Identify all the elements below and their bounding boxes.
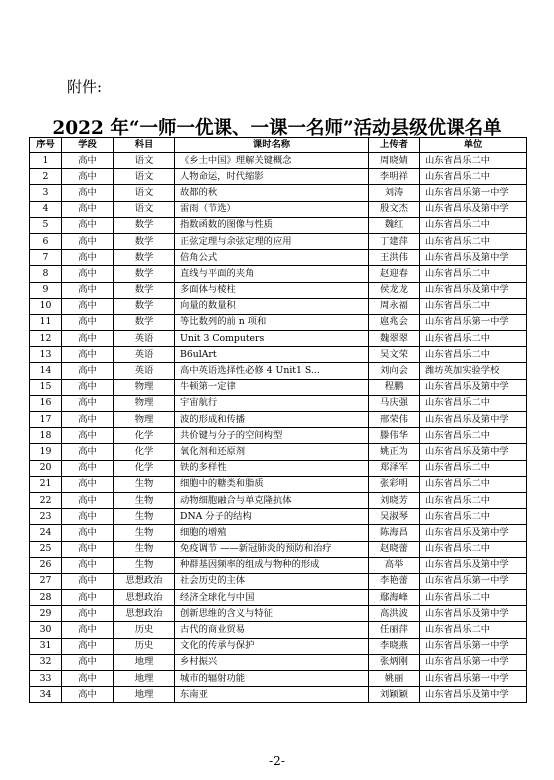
row-index: 2: [30, 169, 62, 185]
row-uploader: 邢荣伟: [369, 412, 420, 428]
row-unit: 潍坊英加实验学校: [420, 363, 527, 379]
document-title: 2022 年“一师一优课、一课一名师”活动县级优课名单: [52, 118, 502, 139]
row-lesson-name: 《乡土中国》理解关键概念: [175, 153, 369, 169]
row-stage: 高中: [62, 250, 114, 266]
row-index: 10: [30, 298, 62, 314]
row-index: 11: [30, 314, 62, 330]
row-stage: 高中: [62, 428, 114, 444]
row-lesson-name: 东南亚: [175, 687, 369, 703]
table-row: [30, 687, 527, 703]
row-subject: 地理: [114, 687, 175, 703]
row-stage: 高中: [62, 654, 114, 670]
row-index: 12: [30, 331, 62, 347]
row-index: 29: [30, 606, 62, 622]
row-uploader: 郑泽军: [369, 460, 420, 476]
row-subject: 语文: [114, 185, 175, 201]
row-subject: 生物: [114, 492, 175, 508]
row-index: 26: [30, 557, 62, 573]
row-stage: 高中: [62, 201, 114, 217]
row-uploader: 陈海昌: [369, 525, 420, 541]
row-lesson-name: 倍角公式: [175, 250, 369, 266]
row-lesson-name: 等比数列的前 n 项和: [175, 314, 369, 330]
row-index: 14: [30, 363, 62, 379]
row-subject: 生物: [114, 525, 175, 541]
table-row: [30, 444, 527, 460]
row-uploader: 高洪波: [369, 606, 420, 622]
row-uploader: 周永福: [369, 298, 420, 314]
table-row: [30, 347, 527, 363]
row-uploader: 周晓婧: [369, 153, 420, 169]
row-unit: 山东省昌乐二中: [420, 233, 527, 249]
row-lesson-name: DNA 分子的结构: [175, 509, 369, 525]
row-subject: 语文: [114, 169, 175, 185]
row-unit: 山东省昌乐及第中学: [420, 201, 527, 217]
row-subject: 地理: [114, 671, 175, 687]
row-subject: 物理: [114, 379, 175, 395]
row-uploader: 鄢海峰: [369, 590, 420, 606]
row-unit: 山东省昌乐二中: [420, 153, 527, 169]
row-unit: 山东省昌乐二中: [420, 541, 527, 557]
row-stage: 高中: [62, 314, 114, 330]
row-subject: 英语: [114, 331, 175, 347]
row-lesson-name: 正弦定理与余弦定理的应用: [175, 233, 369, 249]
row-stage: 高中: [62, 379, 114, 395]
row-unit: 山东省昌乐第一中学: [420, 638, 527, 654]
row-uploader: 吴文荣: [369, 347, 420, 363]
row-unit: 山东省昌乐二中: [420, 347, 527, 363]
row-uploader: 滕伟华: [369, 428, 420, 444]
row-uploader: 殷文杰: [369, 201, 420, 217]
table-row: [30, 460, 527, 476]
header-lesson-name: 课时名称: [175, 138, 369, 153]
row-subject: 生物: [114, 476, 175, 492]
row-unit: 山东省昌乐及第中学: [420, 606, 527, 622]
row-subject: 数学: [114, 233, 175, 249]
row-unit: 山东省昌乐及第中学: [420, 444, 527, 460]
table-row: [30, 573, 527, 589]
table-row: [30, 233, 527, 249]
row-uploader: 马庆强: [369, 395, 420, 411]
row-unit: 山东省昌乐二中: [420, 169, 527, 185]
header-uploader: 上传者: [369, 138, 420, 153]
row-uploader: 程鹏: [369, 379, 420, 395]
row-subject: 地理: [114, 654, 175, 670]
table-row: [30, 331, 527, 347]
row-uploader: 刘颖颖: [369, 687, 420, 703]
row-unit: 山东省昌乐及第中学: [420, 379, 527, 395]
row-lesson-name: 细胞中的糖类和脂质: [175, 476, 369, 492]
row-index: 1: [30, 153, 62, 169]
row-subject: 数学: [114, 250, 175, 266]
row-unit: 山东省昌乐第一中学: [420, 671, 527, 687]
row-unit: 山东省昌乐二中: [420, 509, 527, 525]
row-unit: 山东省昌乐及第中学: [420, 687, 527, 703]
table-row: [30, 557, 527, 573]
row-uploader: 高举: [369, 557, 420, 573]
row-lesson-name: 向量的数量积: [175, 298, 369, 314]
row-index: 28: [30, 590, 62, 606]
row-subject: 化学: [114, 460, 175, 476]
row-subject: 生物: [114, 557, 175, 573]
row-index: 32: [30, 654, 62, 670]
row-lesson-name: 高中英语选择性必修 4 Unit1 S...: [175, 363, 369, 379]
row-unit: 山东省昌乐二中: [420, 331, 527, 347]
row-unit: 山东省昌乐第一中学: [420, 654, 527, 670]
row-subject: 物理: [114, 412, 175, 428]
row-subject: 数学: [114, 298, 175, 314]
row-unit: 山东省昌乐及第中学: [420, 525, 527, 541]
table-row: [30, 266, 527, 282]
row-uploader: 姚丽: [369, 671, 420, 687]
row-subject: 语文: [114, 153, 175, 169]
table-row: [30, 169, 527, 185]
row-unit: 山东省昌乐及第中学: [420, 250, 527, 266]
row-index: 8: [30, 266, 62, 282]
row-lesson-name: 经济全球化与中国: [175, 590, 369, 606]
row-unit: 山东省昌乐二中: [420, 217, 527, 233]
row-index: 15: [30, 379, 62, 395]
row-subject: 数学: [114, 217, 175, 233]
row-uploader: 刘向会: [369, 363, 420, 379]
course-list-table: [29, 137, 527, 703]
row-index: 17: [30, 412, 62, 428]
row-index: 7: [30, 250, 62, 266]
row-unit: 山东省昌乐二中: [420, 298, 527, 314]
row-lesson-name: 免疫调节 ——新冠肺炎的预防和治疗: [175, 541, 369, 557]
table-row: [30, 363, 527, 379]
row-subject: 化学: [114, 444, 175, 460]
row-lesson-name: 创新思维的含义与特征: [175, 606, 369, 622]
row-lesson-name: 牛顿第一定律: [175, 379, 369, 395]
row-index: 25: [30, 541, 62, 557]
row-subject: 数学: [114, 314, 175, 330]
row-index: 22: [30, 492, 62, 508]
row-unit: 山东省昌乐及第中学: [420, 557, 527, 573]
row-index: 34: [30, 687, 62, 703]
row-unit: 山东省昌乐二中: [420, 266, 527, 282]
table-row: [30, 298, 527, 314]
row-unit: 山东省昌乐二中: [420, 492, 527, 508]
row-lesson-name: 动物细胞融合与单克隆抗体: [175, 492, 369, 508]
row-uploader: 张彩明: [369, 476, 420, 492]
row-stage: 高中: [62, 444, 114, 460]
row-uploader: 侯龙龙: [369, 282, 420, 298]
table-row: [30, 654, 527, 670]
table-header-row: [30, 138, 527, 153]
row-uploader: 丁建萍: [369, 233, 420, 249]
row-unit: 山东省昌乐二中: [420, 395, 527, 411]
row-stage: 高中: [62, 573, 114, 589]
table-row: [30, 525, 527, 541]
row-uploader: 赵迎春: [369, 266, 420, 282]
row-subject: 英语: [114, 347, 175, 363]
row-uploader: 任丽萍: [369, 622, 420, 638]
row-stage: 高中: [62, 363, 114, 379]
table-row: [30, 509, 527, 525]
row-subject: 生物: [114, 541, 175, 557]
row-stage: 高中: [62, 347, 114, 363]
row-stage: 高中: [62, 331, 114, 347]
row-subject: 生物: [114, 509, 175, 525]
row-subject: 英语: [114, 363, 175, 379]
row-index: 5: [30, 217, 62, 233]
row-uploader: 刘涛: [369, 185, 420, 201]
row-index: 21: [30, 476, 62, 492]
row-stage: 高中: [62, 185, 114, 201]
row-uploader: 李晓燕: [369, 638, 420, 654]
row-stage: 高中: [62, 233, 114, 249]
row-subject: 思想政治: [114, 573, 175, 589]
row-lesson-name: 细胞的增殖: [175, 525, 369, 541]
row-index: 16: [30, 395, 62, 411]
row-lesson-name: 雷雨（节选）: [175, 201, 369, 217]
row-stage: 高中: [62, 412, 114, 428]
row-stage: 高中: [62, 476, 114, 492]
row-stage: 高中: [62, 622, 114, 638]
header-stage: 学段: [62, 138, 114, 153]
row-index: 13: [30, 347, 62, 363]
row-unit: 山东省昌乐二中: [420, 460, 527, 476]
row-lesson-name: 种群基因频率的组成与物种的形成: [175, 557, 369, 573]
row-subject: 语文: [114, 201, 175, 217]
row-index: 23: [30, 509, 62, 525]
table-row: [30, 412, 527, 428]
row-uploader: 王洪伟: [369, 250, 420, 266]
row-stage: 高中: [62, 298, 114, 314]
row-index: 18: [30, 428, 62, 444]
row-lesson-name: 人物命运，时代缩影: [175, 169, 369, 185]
row-uploader: 扈兆会: [369, 314, 420, 330]
row-unit: 山东省昌乐二中: [420, 428, 527, 444]
row-stage: 高中: [62, 509, 114, 525]
row-index: 4: [30, 201, 62, 217]
row-stage: 高中: [62, 282, 114, 298]
row-lesson-name: 氧化剂和还原剂: [175, 444, 369, 460]
row-index: 31: [30, 638, 62, 654]
row-index: 33: [30, 671, 62, 687]
row-stage: 高中: [62, 638, 114, 654]
row-uploader: 赵晓蕾: [369, 541, 420, 557]
row-uploader: 吴淑琴: [369, 509, 420, 525]
row-index: 6: [30, 233, 62, 249]
row-lesson-name: 多面体与棱柱: [175, 282, 369, 298]
table-row: [30, 606, 527, 622]
row-stage: 高中: [62, 395, 114, 411]
row-subject: 思想政治: [114, 590, 175, 606]
table-row: [30, 185, 527, 201]
row-lesson-name: 故都的秋: [175, 185, 369, 201]
row-lesson-name: Unit 3 Computers: [175, 331, 369, 347]
row-stage: 高中: [62, 153, 114, 169]
row-stage: 高中: [62, 266, 114, 282]
table-row: [30, 590, 527, 606]
table-row: [30, 622, 527, 638]
table-row: [30, 282, 527, 298]
row-stage: 高中: [62, 460, 114, 476]
row-uploader: 李艳蕾: [369, 573, 420, 589]
row-lesson-name: B6ulArt: [175, 347, 369, 363]
table-row: [30, 217, 527, 233]
row-subject: 历史: [114, 622, 175, 638]
row-index: 9: [30, 282, 62, 298]
row-uploader: 姚正为: [369, 444, 420, 460]
row-stage: 高中: [62, 169, 114, 185]
row-lesson-name: 直线与平面的夹角: [175, 266, 369, 282]
row-stage: 高中: [62, 687, 114, 703]
row-uploader: 刘晓芳: [369, 492, 420, 508]
row-lesson-name: 文化的传承与保护: [175, 638, 369, 654]
row-index: 20: [30, 460, 62, 476]
row-stage: 高中: [62, 217, 114, 233]
table-row: [30, 492, 527, 508]
row-stage: 高中: [62, 541, 114, 557]
row-lesson-name: 乡村振兴: [175, 654, 369, 670]
row-index: 24: [30, 525, 62, 541]
row-lesson-name: 波的形成和传播: [175, 412, 369, 428]
table-row: [30, 153, 527, 169]
row-unit: 山东省昌乐及第中学: [420, 282, 527, 298]
row-uploader: 魏翠翠: [369, 331, 420, 347]
row-unit: 山东省昌乐及第中学: [420, 412, 527, 428]
row-unit: 山东省昌乐二中: [420, 476, 527, 492]
row-subject: 化学: [114, 428, 175, 444]
header-subject: 科目: [114, 138, 175, 153]
row-lesson-name: 古代的商业贸易: [175, 622, 369, 638]
row-uploader: 魏红: [369, 217, 420, 233]
row-stage: 高中: [62, 492, 114, 508]
row-lesson-name: 指数函数的图像与性质: [175, 217, 369, 233]
page-number: -2-: [269, 754, 285, 768]
row-lesson-name: 宇宙航行: [175, 395, 369, 411]
table-row: [30, 541, 527, 557]
row-lesson-name: 铁的多样性: [175, 460, 369, 476]
table-row: [30, 395, 527, 411]
header-index: 序号: [30, 138, 62, 153]
header-unit: 单位: [420, 138, 527, 153]
row-unit: 山东省昌乐第一中学: [420, 185, 527, 201]
row-lesson-name: 社会历史的主体: [175, 573, 369, 589]
row-lesson-name: 共价键与分子的空间构型: [175, 428, 369, 444]
row-unit: 山东省昌乐二中: [420, 590, 527, 606]
row-uploader: 张炳刚: [369, 654, 420, 670]
row-lesson-name: 城市的辐射功能: [175, 671, 369, 687]
row-index: 19: [30, 444, 62, 460]
row-index: 27: [30, 573, 62, 589]
row-subject: 数学: [114, 282, 175, 298]
attachment-label: 附件:: [67, 78, 103, 96]
row-unit: 山东省昌乐第一中学: [420, 573, 527, 589]
row-subject: 物理: [114, 395, 175, 411]
row-stage: 高中: [62, 590, 114, 606]
table-row: [30, 201, 527, 217]
row-stage: 高中: [62, 671, 114, 687]
row-stage: 高中: [62, 557, 114, 573]
row-subject: 思想政治: [114, 606, 175, 622]
table-row: [30, 476, 527, 492]
row-index: 3: [30, 185, 62, 201]
table-row: [30, 250, 527, 266]
row-subject: 数学: [114, 266, 175, 282]
table-row: [30, 671, 527, 687]
row-index: 30: [30, 622, 62, 638]
row-uploader: 李明祥: [369, 169, 420, 185]
row-unit: 山东省昌乐第一中学: [420, 314, 527, 330]
table-row: [30, 379, 527, 395]
row-stage: 高中: [62, 525, 114, 541]
row-unit: 山东省昌乐二中: [420, 622, 527, 638]
row-subject: 历史: [114, 638, 175, 654]
table-row: [30, 314, 527, 330]
row-stage: 高中: [62, 606, 114, 622]
table-row: [30, 428, 527, 444]
table-row: [30, 638, 527, 654]
table-body: [30, 153, 527, 703]
